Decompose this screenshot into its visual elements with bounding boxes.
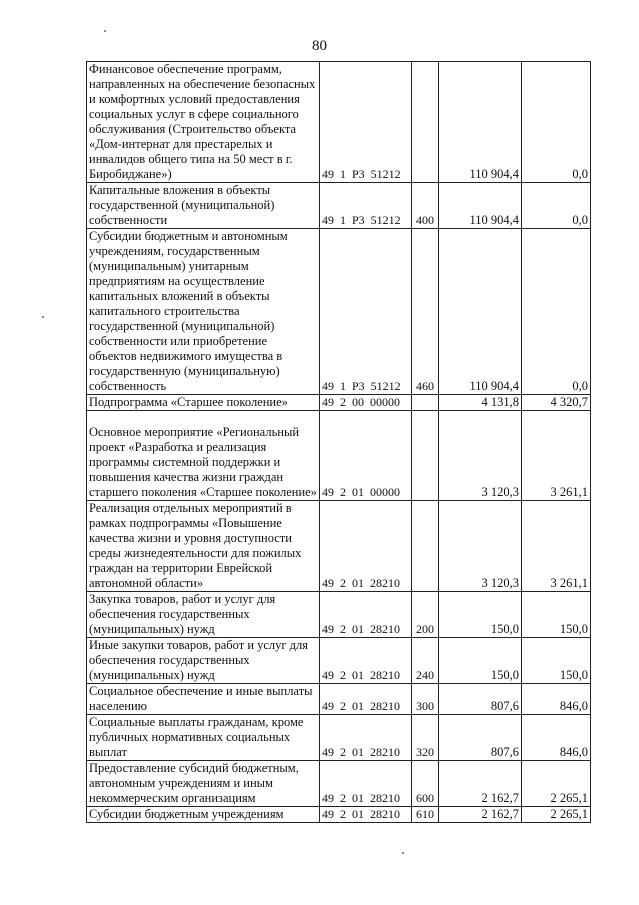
row-expense-type: 400 <box>412 183 439 229</box>
table-row <box>87 411 591 501</box>
row-amount-year1: 150,0 <box>439 638 522 684</box>
table-row <box>87 638 591 684</box>
row-code: 49 2 01 28210 <box>320 638 412 684</box>
row-name: Предоставление субсидий бюджетным, автономным учреждениям и иным некоммерческим организациям <box>87 761 320 807</box>
row-amount-year2: 2 265,1 <box>522 807 591 823</box>
row-amount-year1: 3 120,3 <box>439 501 522 592</box>
row-amount-year1: 807,6 <box>439 715 522 761</box>
row-amount-year2: 846,0 <box>522 684 591 715</box>
row-amount-year2: 150,0 <box>522 592 591 638</box>
row-name: Основное мероприятие «Региональный проект «Разработка и реализация программы системной поддержки и повышения качества жизни граждан старшего поколения «Старшее поколение» <box>87 411 320 501</box>
row-code: 49 2 01 28210 <box>320 592 412 638</box>
row-code: 49 2 01 28210 <box>320 807 412 823</box>
row-amount-year2: 4 320,7 <box>522 395 591 411</box>
row-code: 49 2 01 28210 <box>320 715 412 761</box>
row-name: Иные закупки товаров, работ и услуг для обеспечения государственных (муниципальных) нужд <box>87 638 320 684</box>
row-code: 49 2 01 28210 <box>320 684 412 715</box>
table-row <box>87 807 591 823</box>
row-amount-year1: 110 904,4 <box>439 183 522 229</box>
page-number: 80 <box>312 38 327 54</box>
row-amount-year1: 807,6 <box>439 684 522 715</box>
row-code: 49 2 01 28210 <box>320 501 412 592</box>
row-expense-type: 610 <box>412 807 439 823</box>
table-row <box>87 592 591 638</box>
table-row <box>87 761 591 807</box>
row-amount-year1: 150,0 <box>439 592 522 638</box>
table-row <box>87 62 591 183</box>
table-row <box>87 395 591 411</box>
row-expense-type: 600 <box>412 761 439 807</box>
table-row <box>87 501 591 592</box>
row-name: Подпрограмма «Старшее поколение» <box>87 395 320 411</box>
row-expense-type: 460 <box>412 229 439 395</box>
row-amount-year1: 2 162,7 <box>439 807 522 823</box>
scan-speck <box>42 316 44 318</box>
row-amount-year2: 150,0 <box>522 638 591 684</box>
row-code: 49 1 P3 51212 <box>320 62 412 183</box>
row-expense-type <box>412 501 439 592</box>
row-expense-type: 200 <box>412 592 439 638</box>
row-name: Закупка товаров, работ и услуг для обеспечения государственных (муниципальных) нужд <box>87 592 320 638</box>
table-row <box>87 684 591 715</box>
row-code: 49 1 P3 51212 <box>320 183 412 229</box>
row-amount-year2: 0,0 <box>522 229 591 395</box>
row-amount-year1: 4 131,8 <box>439 395 522 411</box>
row-amount-year2: 2 265,1 <box>522 761 591 807</box>
budget-table <box>86 61 591 823</box>
row-expense-type: 320 <box>412 715 439 761</box>
row-name: Субсидии бюджетным и автономным учреждениям, государственным (муниципальным) унитарным предприятиям на осуществление капитальных вложений в объекты капитального строительства государственной (муниципальной) собственности или приобретение объектов недвижимого имущества в государственную (муниципальную) собственность <box>87 229 320 395</box>
row-name: Реализация отдельных мероприятий в рамках подпрограммы «Повышение качества жизни и уровня доступности среды жизнедеятельности для пожилых граждан на территории Еврейской автономной области» <box>87 501 320 592</box>
row-expense-type <box>412 395 439 411</box>
row-code: 49 2 01 28210 <box>320 761 412 807</box>
scan-speck <box>104 30 106 32</box>
row-amount-year1: 110 904,4 <box>439 62 522 183</box>
table-row <box>87 229 591 395</box>
row-expense-type <box>412 411 439 501</box>
row-amount-year1: 3 120,3 <box>439 411 522 501</box>
table-row <box>87 715 591 761</box>
row-expense-type: 300 <box>412 684 439 715</box>
row-amount-year2: 846,0 <box>522 715 591 761</box>
row-amount-year1: 2 162,7 <box>439 761 522 807</box>
row-amount-year2: 0,0 <box>522 62 591 183</box>
row-amount-year2: 0,0 <box>522 183 591 229</box>
row-name: Финансовое обеспечение программ, направленных на обеспечение безопасных и комфортных условий предоставления социальных услуг в сфере социального обслуживания (Строительство объекта «Дом-интернат для престарелых и инвалидов общего типа на 50 мест в г. Биробиджане») <box>87 62 320 183</box>
row-name: Социальное обеспечение и иные выплаты населению <box>87 684 320 715</box>
table-row <box>87 183 591 229</box>
row-amount-year2: 3 261,1 <box>522 411 591 501</box>
row-name: Капитальные вложения в объекты государственной (муниципальной) собственности <box>87 183 320 229</box>
row-expense-type <box>412 62 439 183</box>
row-name: Субсидии бюджетным учреждениям <box>87 807 320 823</box>
row-code: 49 1 P3 51212 <box>320 229 412 395</box>
row-code: 49 2 01 00000 <box>320 411 412 501</box>
scan-speck <box>402 852 404 854</box>
budget-table-body <box>87 62 591 823</box>
row-name: Социальные выплаты гражданам, кроме публичных нормативных социальных выплат <box>87 715 320 761</box>
row-amount-year2: 3 261,1 <box>522 501 591 592</box>
row-expense-type: 240 <box>412 638 439 684</box>
row-code: 49 2 00 00000 <box>320 395 412 411</box>
row-amount-year1: 110 904,4 <box>439 229 522 395</box>
